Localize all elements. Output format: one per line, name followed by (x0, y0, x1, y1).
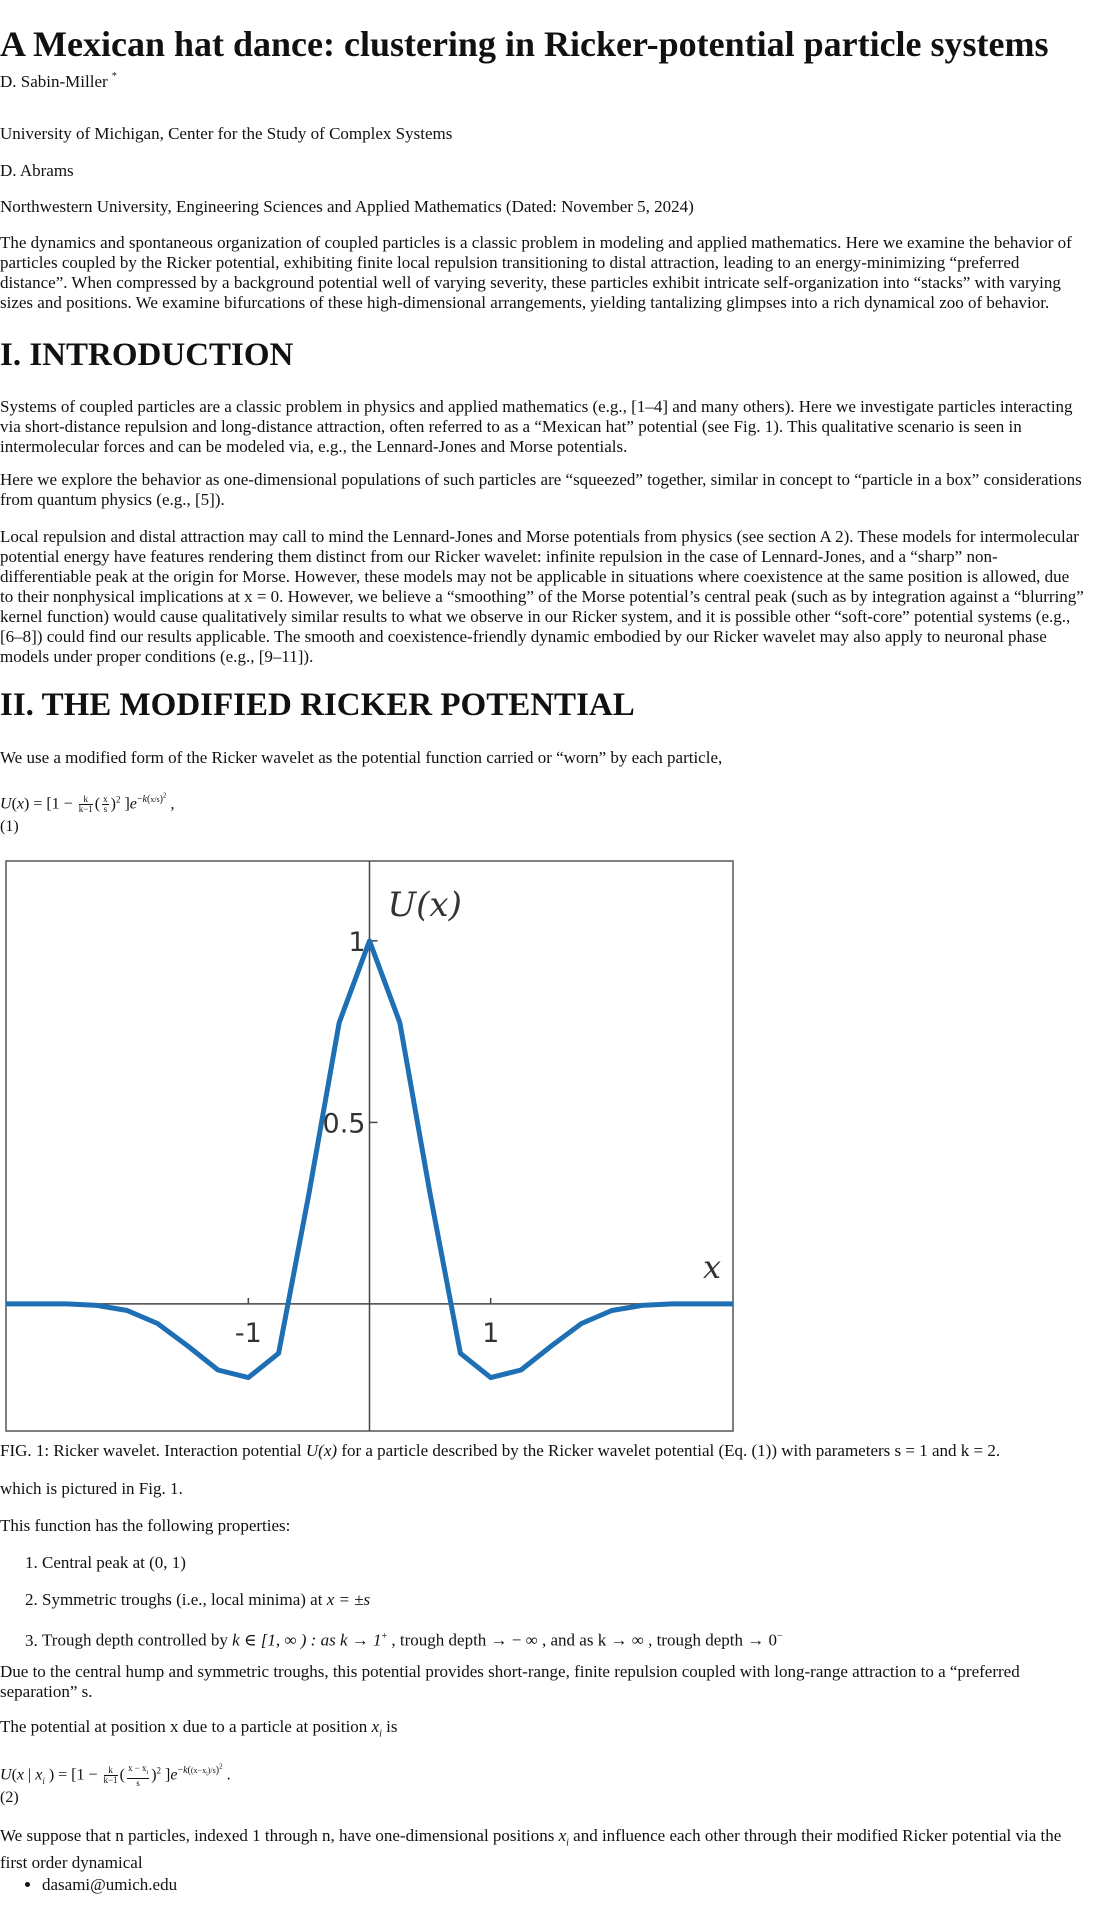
equation-2-number: (2) (0, 1789, 19, 1806)
list-item (42, 1874, 177, 1896)
section-heading-ricker: II. THE MODIFIED RICKER POTENTIAL (0, 687, 635, 723)
abstract: The dynamics and spontaneous organization of coupled particles is a classic problem in modeling and applied mathematics. Here we examine the behavior of particles coupled by the Ricker potential, exhibiting finite local repulsion transitioning to distal attraction, leading to an energy-minimizing “preferred distance”. When compressed by a background potential well of varying severity, these particles exhibit intricate self-organization into “stacks” with varying sizes and positions. We examine bifurcations of these high-dimensional arrangements, yielding tantalizing glimpses into a rich dynamical zoo of behavior. (0, 233, 1072, 312)
position-text (0, 1716, 397, 1745)
x-axis-label: x (703, 1247, 722, 1286)
y-tick-label: 1 (348, 926, 366, 958)
caption-text-b: for a particle described by the Ricker wavelet potential (Eq. (1)) with parameters s = 1 and k = 2. (337, 1441, 1001, 1460)
x-tick-label: 1 (482, 1317, 500, 1349)
paper-title: A Mexican hat dance: clustering in Ricker-potential particle systems (0, 24, 1049, 64)
property-3-math-b: , trough depth → − ∞ , and as k → ∞ , trough depth → 0 (387, 1630, 777, 1650)
equation-1: U(x) = [1 − $\frac{k}{k-1}$ ( $\frac{x}{s}$ )$^2$ ]$e^{-k(x/s)^2}$ , (0, 792, 175, 815)
dynamics-var: x (558, 1826, 567, 1845)
property-2-text: Symmetric troughs (i.e., local minima) at (42, 1590, 323, 1609)
position-var: x (371, 1717, 380, 1736)
footnote-email[interactable]: dasami@umich.edu (42, 1875, 178, 1894)
list-item (42, 1626, 783, 1652)
list-item (42, 1552, 783, 1574)
dynamics-text-b: and influence each other through their modified Ricker potential via the first order dynamical (0, 1826, 1062, 1873)
equation-2: U(x | $x_i$ ) = [1 − $\frac{k}{k-1}$ ( $\frac{x - x_i}{s}$ )$^2$ ]$e^{-k((x-x_i)/s)^2}$ . (0, 1763, 231, 1788)
property-3-text: Trough depth controlled by (42, 1630, 228, 1650)
position-end: is (381, 1717, 398, 1736)
property-3-sup-plus: + (381, 1631, 388, 1642)
x-tick-label: -1 (234, 1317, 262, 1349)
author-line-1 (0, 66, 117, 93)
footnote-list (0, 1874, 177, 1896)
property-3-math-a: k ∈ [1, ∞ ) : as k → 1 (232, 1630, 382, 1650)
author-footnote-mark[interactable]: * (111, 71, 117, 82)
author-name: D. Sabin-Miller (0, 72, 108, 91)
dynamics-sub: i (566, 1837, 569, 1849)
caption-text-a: FIG. 1: Ricker wavelet. Interaction potential (0, 1441, 302, 1460)
list-item (42, 1589, 783, 1611)
dynamics-text-a: We suppose that n particles, indexed 1 through n, have one-dimensional positions (0, 1826, 555, 1845)
caption-math: U(x) (305, 1441, 338, 1460)
section-heading-introduction: I. INTRODUCTION (0, 337, 294, 373)
properties-list (0, 1552, 783, 1667)
intro-paragraph-2: Here we explore the behavior as one-dimensional populations of such particles are “squeezed” together, similar in concept to “particle in a box” considerations from quantum physics (e.g., [5]). (0, 470, 1082, 509)
author-line-2: D. Abrams (0, 161, 74, 180)
y-tick-label: 0.5 (322, 1108, 366, 1140)
property-2-math: x = ±s (326, 1590, 371, 1609)
equation-1-number: (1) (0, 818, 19, 835)
properties-intro: This function has the following properties: (0, 1516, 291, 1535)
after-figure-text: which is pictured in Fig. 1. (0, 1479, 183, 1498)
chart-title: U(x) (387, 885, 462, 925)
property-3-sup-minus: − (776, 1631, 783, 1642)
intro-paragraph-1: Systems of coupled particles are a classic problem in physics and applied mathematics (e.g., [1–4] and many others). Here we investigate particles interacting via short-distance repulsion and long-distance attraction, often referred to as a “Mexican hat” potential (see Fig. 1). This qualitative scenario is seen in intermolecular forces and can be modeled via, e.g., the Lennard-Jones and Morse potentials. (0, 397, 1073, 456)
affiliation-2: Northwestern University, Engineering Sciences and Applied Mathematics (Dated: November 5, 2024) (0, 197, 694, 216)
position-text-a: The potential at position x due to a particle at position (0, 1717, 368, 1736)
ricker-wavelet-figure (5, 860, 737, 1435)
ricker-paragraph-1: We use a modified form of the Ricker wavelet as the potential function carried or “worn” by each particle, (0, 748, 723, 767)
affiliation-1: University of Michigan, Center for the Study of Complex Systems (0, 124, 453, 143)
position-sub: i (379, 1728, 382, 1740)
property-1-text: Central peak at (0, 1) (42, 1553, 186, 1572)
dynamics-text (0, 1826, 1085, 1873)
figure-caption (0, 1440, 1000, 1462)
after-properties-text: Due to the central hump and symmetric troughs, this potential provides short-range, finite repulsion coupled with long-range attraction to a “preferred separation” s. (0, 1662, 1020, 1701)
intro-paragraph-3: Local repulsion and distal attraction may call to mind the Lennard-Jones and Morse potentials from physics (see section A 2). These models for intermolecular potential energy have features rendering them distinct from our Ricker wavelet: infinite repulsion in the case of Lennard-Jones, and a “sharp” non-differentiable peak at the origin for Morse. However, these models may not be applicable in situations where coexistence at the same position is allowed, due to their nonphysical implications at x = 0. However, we believe a “smoothing” of the Morse potential’s central peak (such as by integration against a “blurring” kernel function) would cause qualitatively similar results to what we observe in our Ricker system, and it is possible other “soft-core” potential systems (e.g., [6–8]) could find our results applicable. The smooth and coexistence-friendly dynamic embodied by our Ricker wavelet may also apply to neuronal phase models under proper conditions (e.g., [9–11]). (0, 527, 1084, 666)
plot-area (6, 861, 733, 1431)
